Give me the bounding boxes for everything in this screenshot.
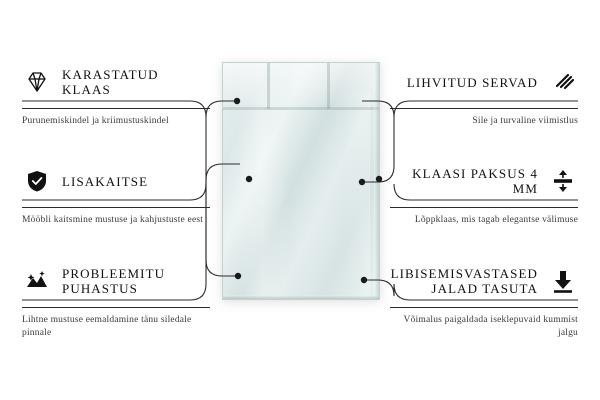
feature-klaasi-paksus xyxy=(390,161,578,227)
feature-title: LISAKAITSE xyxy=(62,173,149,189)
glass-edge-right xyxy=(374,63,379,299)
feature-libisemisvastased-jalad xyxy=(390,261,578,339)
feature-title: KLAASI PAKSUS 4 MM xyxy=(412,166,538,196)
feature-description: Mööbli kaitsmine mustuse ja kahjustuste eest xyxy=(22,215,204,225)
glass-edge-bottom xyxy=(223,295,379,299)
shield-icon xyxy=(22,166,52,196)
feature-title: LIBISEMISVASTASED JALAD TASUTA xyxy=(390,266,538,296)
feature-description: Lihtne mustuse eemaldamine tänu siledale pinnale xyxy=(22,315,192,338)
feature-lisakaitse xyxy=(22,161,210,227)
glass-reflection-left xyxy=(235,63,288,299)
diamond-icon xyxy=(22,67,52,97)
glass-surface xyxy=(222,62,380,300)
feature-probleemitu-puhastus xyxy=(22,261,210,339)
thickness-arrows-icon xyxy=(548,166,578,196)
divider xyxy=(22,307,210,308)
polished-edges-icon xyxy=(548,67,578,97)
anti-slip-foot-icon xyxy=(548,266,578,296)
product-glass-panel xyxy=(222,62,380,300)
feature-description: Purunemiskindel ja kriimustuskindel xyxy=(22,116,169,126)
divider xyxy=(390,207,578,208)
divider xyxy=(390,108,578,109)
sparkle-cloth-icon xyxy=(22,266,52,296)
window-mullion-vertical xyxy=(267,63,270,109)
feature-title: LIHVITUD SERVAD xyxy=(406,74,538,90)
divider xyxy=(390,307,578,308)
feature-karastatud-klaas xyxy=(22,62,210,128)
feature-lihvitud-servad xyxy=(390,62,578,128)
feature-description: Lõppklaas, mis tagab elegantse välimuse xyxy=(414,215,578,225)
feature-title: KARASTATUD KLAAS xyxy=(62,67,159,97)
feature-description: Võimalus paigaldada iseklepuvaid kummist jalgu xyxy=(403,315,578,338)
divider xyxy=(22,108,210,109)
glass-reflection-right xyxy=(345,91,370,299)
feature-title: PROBLEEMITU PUHASTUS xyxy=(62,266,166,296)
window-mullion-horizontal xyxy=(223,107,379,110)
window-mullion-vertical xyxy=(327,63,330,109)
divider xyxy=(22,207,210,208)
feature-description: Sile ja turvaline viimistlus xyxy=(472,116,578,126)
